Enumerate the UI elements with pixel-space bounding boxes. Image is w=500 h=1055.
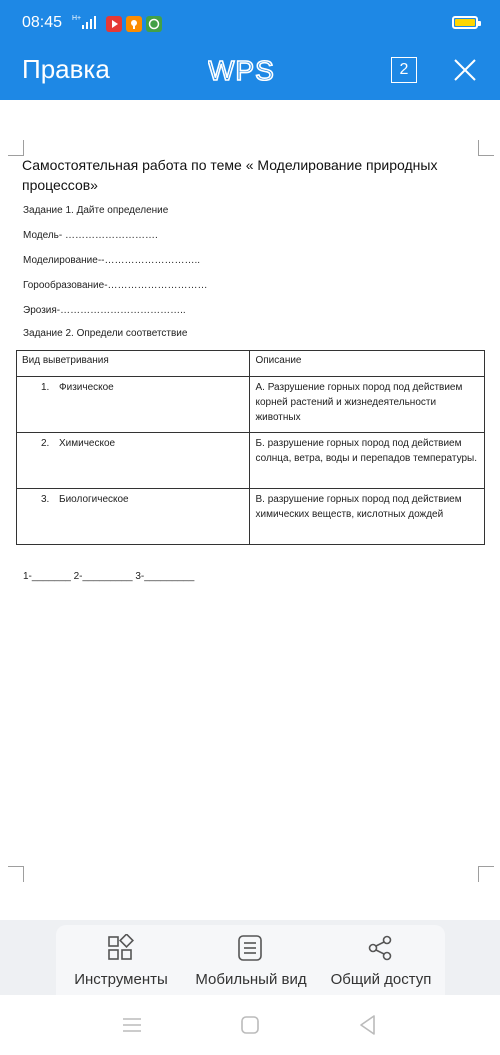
- task2-heading: Задание 2. Определи соответствие: [23, 328, 188, 339]
- whatsapp-icon: [146, 16, 162, 32]
- app-bar: [0, 44, 500, 100]
- page-corner-mark: [8, 866, 24, 882]
- weathering-type: Биологическое: [59, 494, 129, 505]
- row-number: 1.: [41, 382, 50, 393]
- task1-heading: Задание 1. Дайте определение: [23, 205, 169, 216]
- row-number: 3.: [41, 494, 50, 505]
- table-row: [17, 433, 485, 489]
- answer-line: 1-_______ 2-_________ 3-_________: [23, 571, 195, 582]
- table-header: Вид выветривания: [17, 351, 250, 377]
- tools-icon: [106, 934, 134, 962]
- weathering-type: Физическое: [59, 382, 114, 393]
- back-icon[interactable]: [356, 1013, 380, 1037]
- table-header-row: [17, 351, 485, 377]
- page-corner-mark: [8, 140, 24, 156]
- svg-text:WPS: WPS: [208, 56, 275, 84]
- tools-label: Инструменты: [74, 971, 168, 988]
- share-label: Общий доступ: [330, 971, 432, 988]
- weathering-type-cell: [17, 377, 250, 433]
- menu-icon[interactable]: [120, 1013, 144, 1037]
- wps-logo: [208, 56, 292, 84]
- page-corner-mark: [478, 140, 494, 156]
- share-icon: [366, 934, 394, 962]
- network-type: H+: [72, 15, 82, 22]
- table-header: Описание: [250, 351, 485, 377]
- mobile-view-button[interactable]: [186, 925, 316, 995]
- table-row: [17, 377, 485, 433]
- battery-icon: [452, 16, 478, 29]
- description-cell: А. Разрушение горных пород под действием корней растений и жизнедеятельности животных: [250, 377, 485, 433]
- definition-line: Эрозия-………………………………..: [23, 305, 186, 316]
- definition-line: Модель- ……………………….: [23, 230, 158, 241]
- document-title: Самостоятельная работа по теме « Моделирование природных процессов»: [22, 157, 438, 193]
- system-nav-bar: [0, 995, 500, 1055]
- description-cell: В. разрушение горных пород под действием химических веществ, кислотных дождей: [250, 489, 485, 545]
- edit-button[interactable]: Правка: [22, 54, 110, 84]
- page-count-button[interactable]: 2: [391, 57, 417, 83]
- definition-line: Моделирование--………………………..: [23, 255, 201, 266]
- definition-line: Горообразование-…………………………: [23, 280, 208, 291]
- weathering-type: Химическое: [59, 438, 116, 449]
- description-cell: Б. разрушение горных пород под действием солнца, ветра, воды и перепадов температуры.: [250, 433, 485, 489]
- bottom-toolbar: [56, 925, 445, 995]
- status-bar: [0, 0, 500, 44]
- signal-icon: [72, 13, 98, 31]
- share-button[interactable]: [316, 925, 446, 995]
- home-icon[interactable]: [238, 1013, 262, 1037]
- app-icon: [126, 16, 142, 32]
- close-icon[interactable]: [452, 57, 478, 83]
- weathering-type-cell: [17, 489, 250, 545]
- weathering-type-cell: [17, 433, 250, 489]
- mobile-view-label: Мобильный вид: [195, 971, 307, 988]
- row-number: 2.: [41, 438, 50, 449]
- tools-button[interactable]: [56, 925, 186, 995]
- status-time: 08:45: [22, 14, 63, 31]
- page-corner-mark: [478, 866, 494, 882]
- youtube-icon: [106, 16, 122, 32]
- table-row: [17, 489, 485, 545]
- mobile-view-icon: [236, 934, 264, 962]
- matching-table: [16, 350, 485, 545]
